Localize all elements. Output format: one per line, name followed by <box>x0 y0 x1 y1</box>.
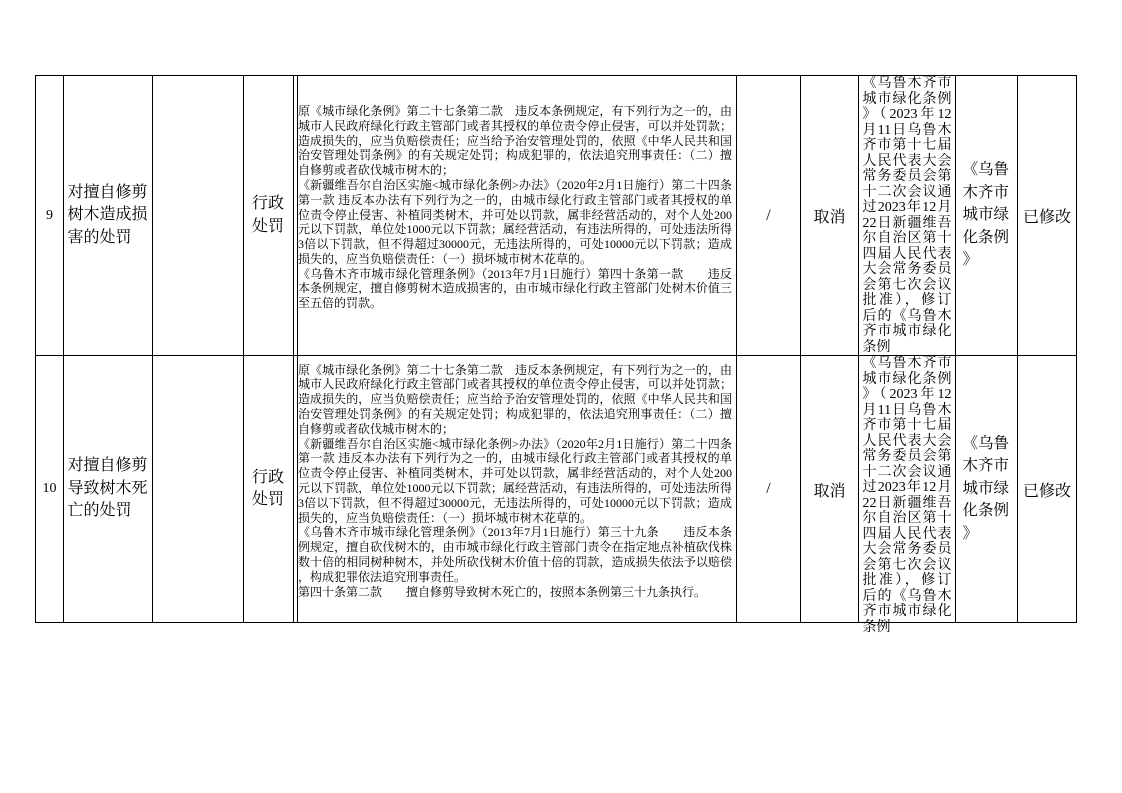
category-cell <box>244 356 294 622</box>
status-cell <box>1018 76 1077 355</box>
new-basis-cell <box>859 356 956 635</box>
law-name: 《乌鲁木齐市城市绿化条例》 <box>962 434 1010 542</box>
new-basis-text: 《乌鲁木齐市城市绿化条例》（2023年12月11日乌鲁木齐市第十七届人民代表大会常务委员会第十二次会议通过2023年12月22日新疆维吾尔自治区第十四届人民代表大会常务委员会第七次会议批准），修订后的《乌鲁木齐市城市绿化条例 <box>862 76 952 355</box>
table-row <box>36 356 1077 635</box>
empty-cell <box>153 76 244 355</box>
action-text: 取消 <box>813 209 846 226</box>
row-number: 9 <box>46 207 53 223</box>
legal-basis-paragraph: 原《城市绿化条例》第二十七条第二款 违反本条例规定，有下列行为之一的，由城市人民政府绿化行政主管部门或者其授权的单位责令停止侵害，可以并处罚款；造成损失的，应当负赔偿责任；应当给予治安管理处罚的，依照《中华人民共和国治安管理处罚条例》的有关规定处罚；构成犯罪的，依法追究刑事责任：（二）擅自修剪或者砍伐城市树木的； <box>298 362 732 436</box>
mark-cell <box>737 356 801 622</box>
item-category: 行政处罚 <box>252 468 285 508</box>
empty-cell <box>153 356 244 622</box>
slash-mark: / <box>766 206 771 224</box>
legal-basis-paragraph: 《新疆维吾尔自治区实施<城市绿化条例>办法》（2020年2月1日施行）第二十四条第一款 违反本办法有下列行为之一的，由城市绿化行政主管部门或者其授权的单位责令停止侵害、补植同类树木，并可处以罚款，属非经营活动的，对个人处200元以下罚款，单位处1000元以下罚款；属经营活动，有违法所得的，可处违法所得3倍以下罚款，但不得超过30000元，无违法所得的，可处10000元以下罚款；造成损失的，应当负赔偿责任：（一）损坏城市树木花草的。 <box>298 436 732 525</box>
item-category: 行政处罚 <box>252 195 285 235</box>
legal-basis-text <box>298 104 732 311</box>
category-cell <box>244 76 294 355</box>
law-name: 《乌鲁木齐市城市绿化条例》 <box>962 161 1010 269</box>
law-name-cell <box>956 76 1018 355</box>
row-number-cell <box>36 76 64 355</box>
slash-mark: / <box>766 480 771 497</box>
item-name: 对擅自修剪导致树木死亡的处罚 <box>67 457 148 520</box>
item-name-cell <box>64 356 153 622</box>
legal-basis-cell <box>294 356 737 622</box>
mark-cell <box>737 76 801 355</box>
new-basis-text: 《乌鲁木齐市城市绿化条例》（2023年12月11日乌鲁木齐市第十七届人民代表大会常务委员会第十二次会议通过2023年12月22日新疆维吾尔自治区第十四届人民代表大会常务委员会第七次会议批准），修订后的《乌鲁木齐市城市绿化条例 <box>862 356 952 635</box>
row-number-cell <box>36 356 64 622</box>
law-name-cell <box>956 356 1018 622</box>
item-name: 对擅自修剪树木造成损害的处罚 <box>67 183 148 246</box>
status-cell <box>1018 356 1077 622</box>
row-number: 10 <box>42 481 57 496</box>
action-cell <box>801 76 859 355</box>
action-cell <box>801 356 859 622</box>
status-text: 已修改 <box>1022 482 1071 500</box>
status-text: 已修改 <box>1022 209 1071 226</box>
legal-basis-paragraph: 原《城市绿化条例》第二十七条第二款 违反本条例规定，有下列行为之一的，由城市人民政府绿化行政主管部门或者其授权的单位责令停止侵害，可以并处罚款；造成损失的，应当负赔偿责任；应当给予治安管理处罚的，依照《中华人民共和国治安管理处罚条例》的有关规定处罚；构成犯罪的，依法追究刑事责任：（二）擅自修剪或者砍伐城市树木的； <box>298 103 732 178</box>
action-text: 取消 <box>813 482 846 500</box>
legal-basis-paragraph: 《乌鲁木齐市城市绿化管理条例》（2013年7月1日施行）第三十九条 违反本条例规定，擅自砍伐树木的，由市城市绿化行政主管部门责令在指定地点补植砍伐株数十倍的相同树种树木，并处所砍伐树木价值十倍的罚款，造成损失依法予以赔偿，构成犯罪依法追究刑事责任。 <box>298 525 732 584</box>
legal-basis-paragraph: 《乌鲁木齐市城市绿化管理条例》（2013年7月1日施行）第四十条第一款 违反本条例规定，擅自修剪树木造成损害的，由市城市绿化行政主管部门处树木价值三至五倍的罚款。 <box>298 266 732 311</box>
legal-basis-cell <box>294 76 737 355</box>
legal-basis-paragraph: 《新疆维吾尔自治区实施<城市绿化条例>办法》（2020年2月1日施行）第二十四条第一款 违反本办法有下列行为之一的，由城市绿化行政主管部门或者其授权的单位责令停止侵害、补植同类树木，并可处以罚款，属非经营活动的，对个人处200元以下罚款，单位处1000元以下罚款；属经营活动，有违法所得的，可处违法所得3倍以下罚款，但不得超过30000元，无违法所得的，可处10000元以下罚款；造成损失的，应当负赔偿责任：（一）损坏城市树木花草的。 <box>298 177 732 266</box>
legal-basis-text <box>298 363 732 600</box>
item-name-cell <box>64 76 153 355</box>
penalty-items-table <box>35 75 1077 635</box>
new-basis-cell <box>859 76 956 355</box>
legal-basis-paragraph: 第四十条第二款 擅自修剪导致树木死亡的，按照本条例第三十九条执行。 <box>298 584 707 599</box>
table-row <box>36 76 1077 356</box>
